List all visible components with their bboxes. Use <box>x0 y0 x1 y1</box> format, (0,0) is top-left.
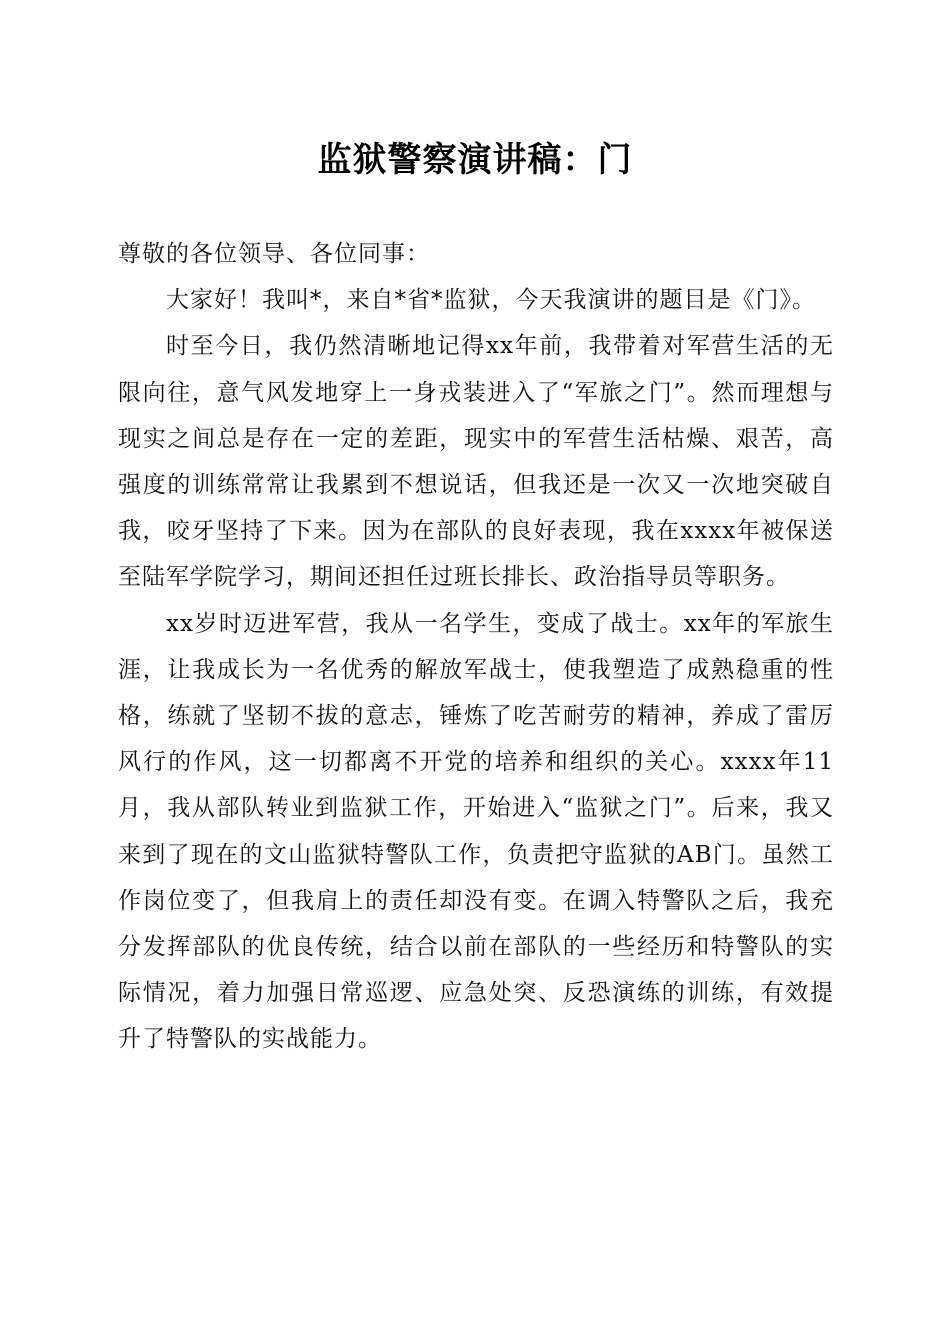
paragraph-military-life: 时至今日，我仍然清晰地记得xx年前，我带着对军营生活的无限向往，意气风发地穿上一身戎装进入了“军旅之门”。然而理想与现实之间总是存在一定的差距，现实中的军营生活枯燥、艰苦，高强度的训练常常让我累到不想说话，但我还是一次又一次地突破自我，咬牙坚持了下来。因为在部队的良好表现，我在xxxx年被保送至陆军学院学习，期间还担任过班长排长、政治指导员等职务。 <box>118 333 834 591</box>
paragraph-intro: 大家好！我叫*，来自*省*监狱，今天我演讲的题目是《门》。 <box>166 287 816 314</box>
page-title: 监狱警察演讲稿：门 <box>317 140 633 180</box>
salutation: 尊敬的各位领导、各位同事： <box>118 241 430 267</box>
document-body <box>118 231 834 1063</box>
paragraph-prison-work: xx岁时迈进军营，我从一名学生，变成了战士。xx年的军旅生涯，让我成长为一名优秀的解放军战士，使我塑造了成熟稳重的性格，练就了坚韧不拔的意志，锤炼了吃苦耐劳的精神，养成了雷厉风行的作风，这一切都离不开党的培养和组织的关心。xxxx年11月，我从部队转业到监狱工作，开始进入“监狱之门”。后来，我又来到了现在的文山监狱特警队工作，负责把守监狱的AB门。虽然工作岗位变了，但我肩上的责任却没有变。在调入特警队之后，我充分发挥部队的优良传统，结合以前在部队的一些经历和特警队的实际情况，着力加强日常巡逻、应急处突、反恐演练的训练，有效提升了特警队的实战能力。 <box>118 610 834 1053</box>
